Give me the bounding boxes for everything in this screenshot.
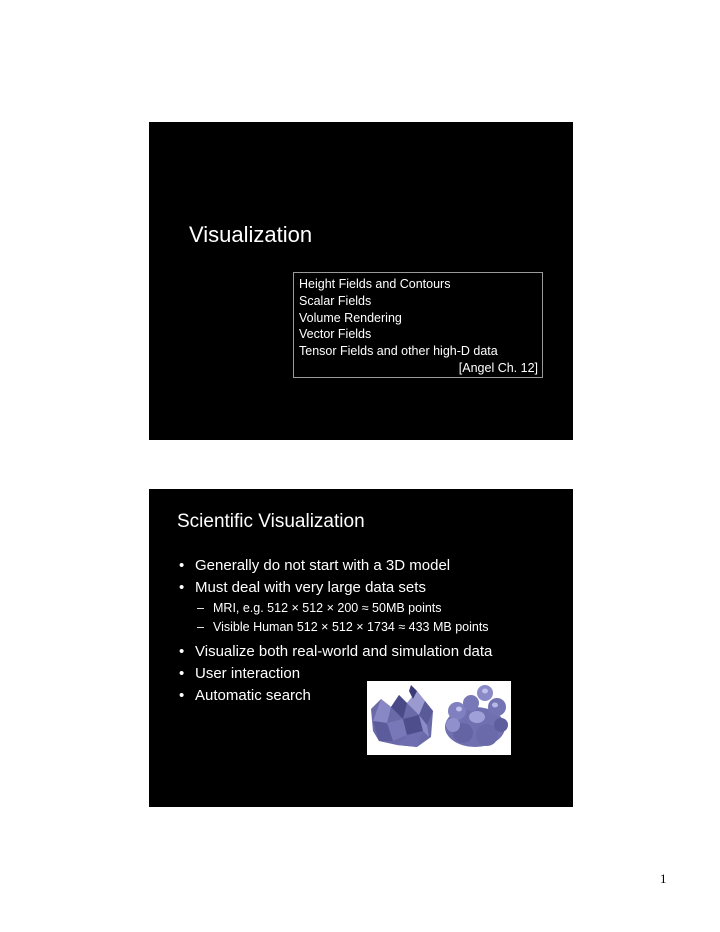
outline-box — [293, 272, 543, 378]
bullet-item: • User interaction — [177, 663, 567, 685]
bullet-item: • Automatic search — [177, 685, 567, 707]
sub-bullet-item: – MRI, e.g. 512 × 512 × 200 ≈ 50MB points — [177, 599, 567, 618]
surface-renderings-image — [367, 681, 511, 755]
slide-title: Visualization — [189, 222, 313, 247]
smooth-surface — [445, 685, 508, 747]
outline-item: Volume Rendering — [299, 310, 402, 325]
reference-text: [Angel Ch. 12] — [458, 360, 538, 375]
slide-visualization — [149, 122, 573, 440]
outline-item: Height Fields and Contours — [299, 277, 451, 291]
outline-item: Scalar Fields — [299, 293, 372, 308]
surface-renderings-illustration — [367, 681, 511, 755]
slide-scientific-visualization — [149, 489, 573, 807]
outline-item: Tensor Fields and other high-D data — [299, 344, 498, 359]
bullet-item: • Must deal with very large data sets — [177, 577, 567, 599]
bullet-item: • Visualize both real-world and simulation data — [177, 641, 567, 663]
faceted-surface — [371, 685, 433, 747]
bullet-item: • Generally do not start with a 3D model — [177, 555, 567, 577]
sub-bullet-item: – Visible Human 512 × 512 × 1734 ≈ 433 MB points — [177, 618, 567, 637]
sub-bullet-list — [177, 599, 567, 637]
slide-title: Scientific Visualization — [177, 511, 365, 532]
outline-item: Vector Fields — [299, 327, 372, 342]
page-number: 1 — [660, 871, 667, 886]
